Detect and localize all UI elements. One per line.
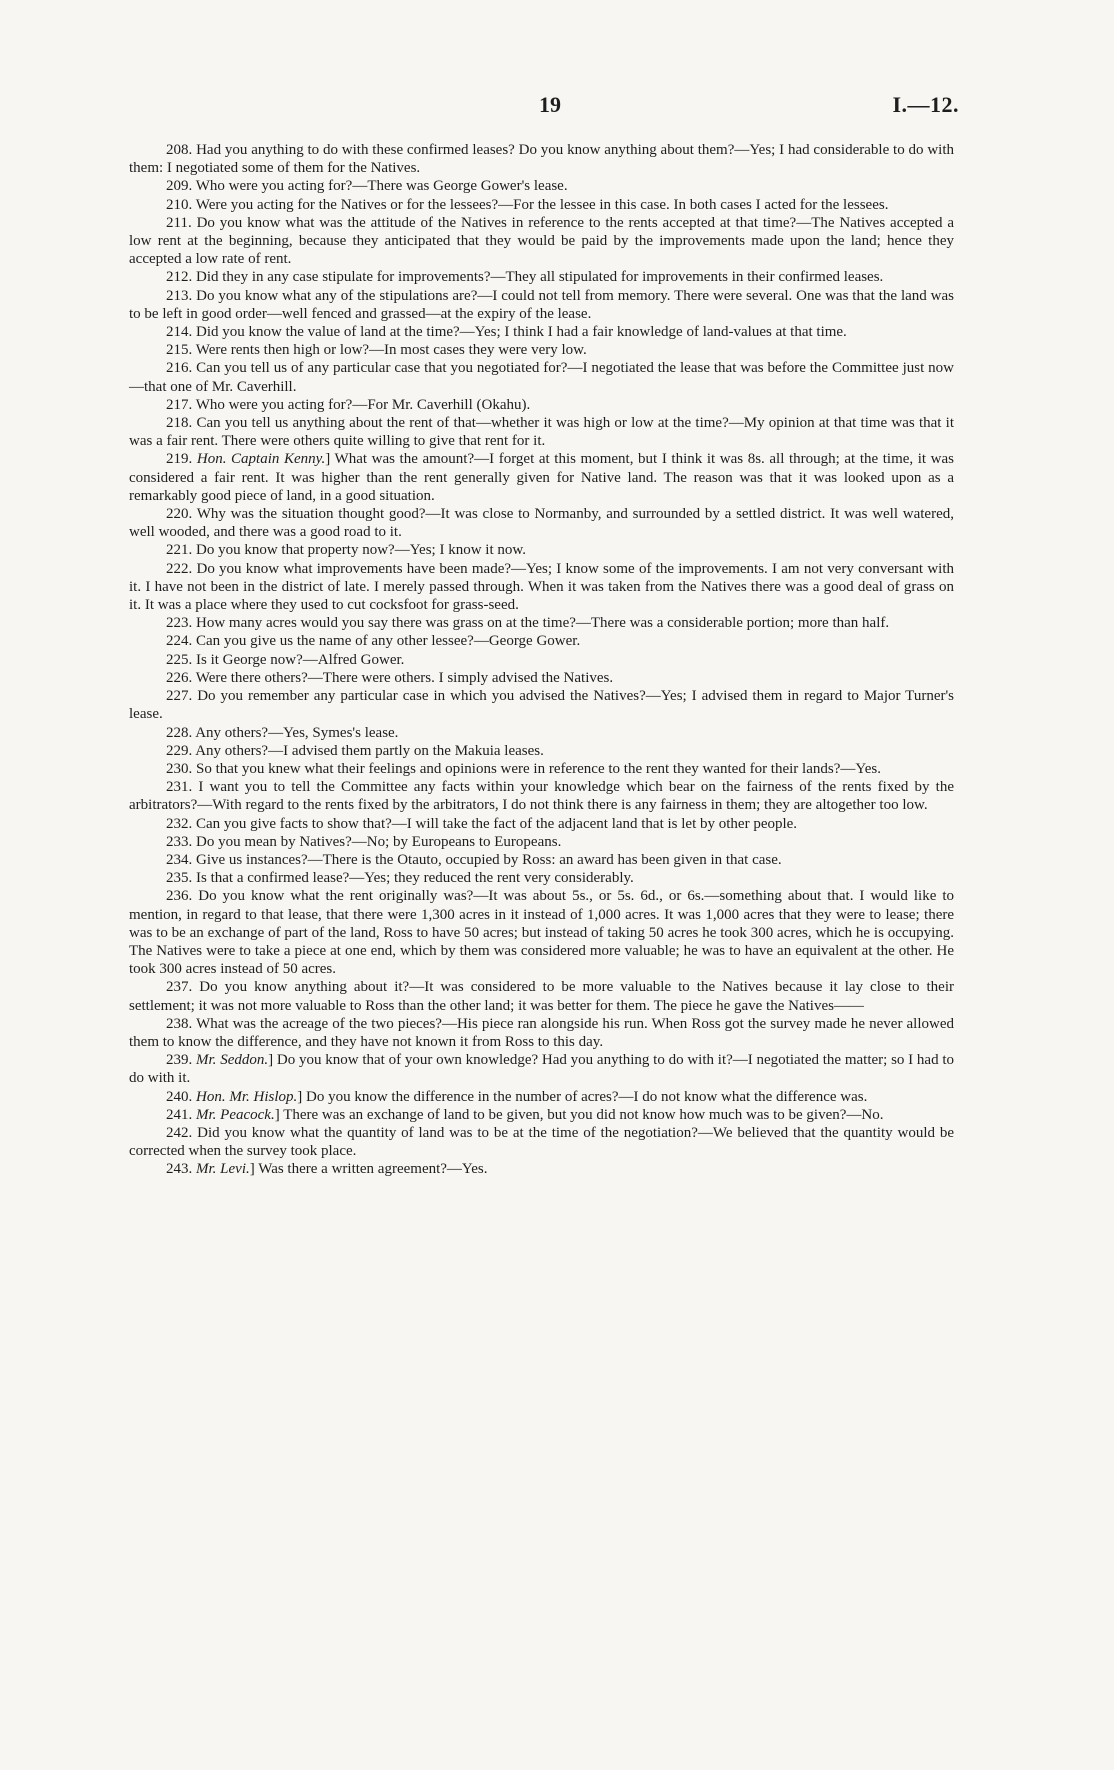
question-number: 223. xyxy=(166,615,193,632)
question-answer-text: Who were you acting for?—For Mr. Caverhill (Okahu). xyxy=(195,396,531,413)
question-answer-paragraph xyxy=(129,196,954,214)
question-number: 231. xyxy=(166,779,193,796)
question-answer-paragraph xyxy=(129,687,954,723)
question-answer-text: Why was the situation thought good?—It was close to Normanby, and surrounded by a settled district. It was well watered, well wooded, and there was a good road to it. xyxy=(129,506,954,541)
question-number: 238. xyxy=(166,1015,193,1032)
question-answer-paragraph xyxy=(129,323,954,341)
question-number: 216. xyxy=(166,360,193,377)
question-answer-text: Do you know what improvements have been made?—Yes; I know some of the improvements. I am not very conversant with it. I have not been in the district of late. I merely passed through. When it was taken from the Natives there was a good deal of grass on it. It was a place where they used to cut cocksfoot for grass-seed. xyxy=(129,560,954,614)
question-answer-paragraph xyxy=(129,724,954,742)
question-answer-text: Can you give facts to show that?—I will take the fact of the adjacent land that is let by other people. xyxy=(196,815,798,832)
question-number: 220. xyxy=(166,506,193,523)
speaker-name: Hon. Mr. Hislop. xyxy=(196,1088,298,1105)
document-reference: I.—12. xyxy=(892,92,959,117)
question-answer-text: Were rents then high or low?—In most cases they were very low. xyxy=(195,342,587,359)
question-number: 211. xyxy=(166,214,192,231)
question-answer-text: Give us instances?—There is the Otauto, occupied by Ross: an award has been given in that case. xyxy=(196,851,782,868)
question-answer-paragraph xyxy=(129,978,954,1014)
question-answer-paragraph xyxy=(129,1160,954,1178)
question-answer-paragraph xyxy=(129,268,954,286)
question-number: 242. xyxy=(166,1124,193,1141)
evidence-text xyxy=(129,141,954,1179)
question-answer-paragraph xyxy=(129,287,954,323)
question-number: 235. xyxy=(166,870,193,887)
question-number: 221. xyxy=(166,542,193,559)
speaker-name: Hon. Captain Kenny. xyxy=(196,451,326,468)
question-number: 225. xyxy=(166,651,193,668)
question-number: 214. xyxy=(166,324,193,341)
question-answer-text: Had you anything to do with these confirmed leases? Do you know anything about them?—Yes; I had considerable to do with them: I negotiated some of them for the Natives. xyxy=(129,142,955,177)
question-number: 218. xyxy=(166,415,193,432)
question-answer-text: Were there others?—There were others. I simply advised the Natives. xyxy=(195,669,614,686)
question-number: 209. xyxy=(166,178,193,195)
question-number: 217. xyxy=(166,396,193,413)
speaker-bracket: ] xyxy=(249,1161,255,1178)
question-number: 213. xyxy=(166,287,193,304)
question-answer-paragraph xyxy=(129,669,954,687)
question-number: 210. xyxy=(166,196,193,213)
question-number: 230. xyxy=(166,760,193,777)
question-answer-paragraph xyxy=(129,505,954,541)
question-answer-paragraph xyxy=(129,651,954,669)
question-number: 237. xyxy=(166,979,193,996)
question-number: 236. xyxy=(166,888,193,905)
question-number: 234. xyxy=(166,851,193,868)
question-answer-paragraph xyxy=(129,396,954,414)
question-answer-paragraph xyxy=(129,887,954,978)
question-answer-text: Do you know that property now?—Yes; I know it now. xyxy=(196,542,526,559)
question-answer-paragraph xyxy=(129,760,954,778)
question-number: 215. xyxy=(166,342,193,359)
question-number: 227. xyxy=(166,688,193,705)
question-number: 228. xyxy=(166,724,193,741)
question-answer-text: What was the amount?—I forget at this moment, but I think it was 8s. all through; at the time, it was considered a fair rent. It was higher than the rent generally given for Native land. The reason was that it was looked upon as a remarkably good piece of land, in a good situation. xyxy=(129,451,955,504)
question-number: 241. xyxy=(166,1106,193,1123)
question-answer-text: Is that a confirmed lease?—Yes; they reduced the rent very considerably. xyxy=(196,870,634,887)
speaker-bracket: ] xyxy=(274,1106,280,1123)
speaker-bracket: ] xyxy=(268,1052,274,1069)
question-answer-paragraph xyxy=(129,414,954,450)
question-number: 222. xyxy=(166,560,193,577)
question-answer-text: There was an exchange of land to be given, but you did not know how much was to be given?—No. xyxy=(283,1106,884,1123)
question-answer-paragraph xyxy=(129,214,954,269)
question-answer-text: So that you knew what their feelings and opinions were in reference to the rent they wanted for their lands?—Yes. xyxy=(196,760,881,777)
page-header xyxy=(0,92,1114,126)
question-answer-text: Do you know what was the attitude of the Natives in reference to the rents accepted at that time?—The Natives accepted a low rent at the beginning, because they anticipated that they would be paid by the improvements made upon the land; hence they accepted a low rate of rent. xyxy=(129,214,954,268)
question-answer-paragraph xyxy=(129,851,954,869)
question-answer-paragraph xyxy=(129,1106,954,1124)
question-number: 240. xyxy=(166,1088,193,1105)
question-answer-paragraph xyxy=(129,632,954,650)
question-answer-paragraph xyxy=(129,1051,954,1087)
question-answer-paragraph xyxy=(129,1124,954,1160)
question-answer-paragraph xyxy=(129,359,954,395)
question-answer-text: Is it George now?—Alfred Gower. xyxy=(196,651,405,668)
speaker-name: Mr. Seddon. xyxy=(196,1052,269,1069)
question-answer-paragraph xyxy=(129,815,954,833)
question-answer-text: Do you remember any particular case in which you advised the Natives?—Yes; I advised them in regard to Major Turner's lease. xyxy=(129,688,955,723)
question-answer-text: Can you tell us anything about the rent of that—whether it was high or low at the time?—My opinion at that time was that it was a fair rent. There were others quite willing to give that rent for it. xyxy=(129,415,954,450)
question-number: 226. xyxy=(166,669,193,686)
question-number: 239. xyxy=(166,1052,193,1069)
speaker-bracket: ] xyxy=(297,1088,303,1105)
question-answer-text: Do you know that of your own knowledge? Had you anything to do with it?—I negotiated the matter; so I had to do with it. xyxy=(129,1052,955,1087)
question-number: 232. xyxy=(166,815,193,832)
question-answer-paragraph xyxy=(129,614,954,632)
question-answer-text: Can you tell us of any particular case that you negotiated for?—I negotiated the lease that was before the Committee just now—that one of Mr. Caverhill. xyxy=(129,360,955,395)
speaker-name: Mr. Peacock. xyxy=(196,1106,275,1123)
question-answer-paragraph xyxy=(129,1015,954,1051)
question-answer-paragraph xyxy=(129,141,954,177)
question-answer-text: Do you know what the rent originally was?—It was about 5s., or 5s. 6d., or 6s.—something about that. I would like to mention, in regard to that lease, that there were 1,300 acres in it instead of 1,000 acres. It was 1,000 acres that they were to lease; there was to be an exchange of part of the land, Ross to have 50 acres; but instead of taking 50 acres he took 300 acres, which he is occupying. The Natives were to take a piece at one end, which by them was considered more valuable; he was to have an equivalent at the other. He took 300 acres instead of 50 acres. xyxy=(129,888,954,978)
question-answer-text: Was there a written agreement?—Yes. xyxy=(258,1161,488,1178)
question-number: 212. xyxy=(166,269,193,286)
speaker-bracket: ] xyxy=(325,451,331,468)
question-number: 243. xyxy=(166,1161,193,1178)
question-answer-text: Who were you acting for?—There was George Gower's lease. xyxy=(195,178,568,195)
question-answer-text: Were you acting for the Natives or for the lessees?—For the lessee in this case. In both cases I acted for the lessees. xyxy=(195,196,889,213)
question-answer-text: Can you give us the name of any other lessee?—George Gower. xyxy=(196,633,581,650)
question-answer-text: What was the acreage of the two pieces?—His piece ran alongside his run. When Ross got the survey made he never allowed them to know the difference, and they have not known it from Ross to this day. xyxy=(129,1015,954,1050)
question-answer-text: Did you know the value of land at the time?—Yes; I think I had a fair knowledge of land-values at that time. xyxy=(196,324,847,341)
page-number: 19 xyxy=(539,92,561,117)
question-answer-text: Do you know anything about it?—It was considered to be more valuable to the Natives because it lay close to their settlement; it was not more valuable to Ross than the other land; it was better for them. The piece he gave the Natives—— xyxy=(129,979,955,1014)
question-answer-paragraph xyxy=(129,742,954,760)
question-answer-paragraph xyxy=(129,1088,954,1106)
speaker-name: Mr. Levi. xyxy=(196,1161,250,1178)
question-answer-text: How many acres would you say there was grass on at the time?—There was a considerable portion; more than half. xyxy=(196,615,890,632)
question-number: 229. xyxy=(166,742,193,759)
question-answer-text: Any others?—I advised them partly on the Makuia leases. xyxy=(195,742,544,759)
question-answer-paragraph xyxy=(129,177,954,195)
question-answer-paragraph xyxy=(129,541,954,559)
question-answer-paragraph xyxy=(129,341,954,359)
question-number: 224. xyxy=(166,633,193,650)
question-answer-paragraph xyxy=(129,450,954,505)
question-answer-text: Any others?—Yes, Symes's lease. xyxy=(195,724,399,741)
question-answer-paragraph xyxy=(129,778,954,814)
question-number: 208. xyxy=(166,142,193,158)
question-answer-paragraph xyxy=(129,869,954,887)
question-answer-text: Do you mean by Natives?—No; by Europeans to Europeans. xyxy=(196,833,562,850)
question-number: 233. xyxy=(166,833,193,850)
question-answer-paragraph xyxy=(129,833,954,851)
question-answer-paragraph xyxy=(129,560,954,615)
question-answer-text: Do you know the difference in the number of acres?—I do not know what the difference was. xyxy=(306,1088,868,1105)
question-answer-text: Did you know what the quantity of land was to be at the time of the negotiation?—We believed that the quantity would be corrected when the survey took place. xyxy=(129,1124,955,1160)
question-answer-text: Did they in any case stipulate for improvements?—They all stipulated for improvements in their confirmed leases. xyxy=(196,269,884,286)
question-answer-text: I want you to tell the Committee any facts within your knowledge which bear on the fairness of the rents fixed by the arbitrators?—With regard to the rents fixed by the arbitrators, I do not think there is any fairness in them; they are altogether too low. xyxy=(129,779,954,814)
question-answer-text: Do you know what any of the stipulations are?—I could not tell from memory. There were several. One was that the land was to be left in good order—well fenced and grassed—at the expiry of the lease. xyxy=(129,287,955,322)
question-number: 219. xyxy=(166,451,193,468)
